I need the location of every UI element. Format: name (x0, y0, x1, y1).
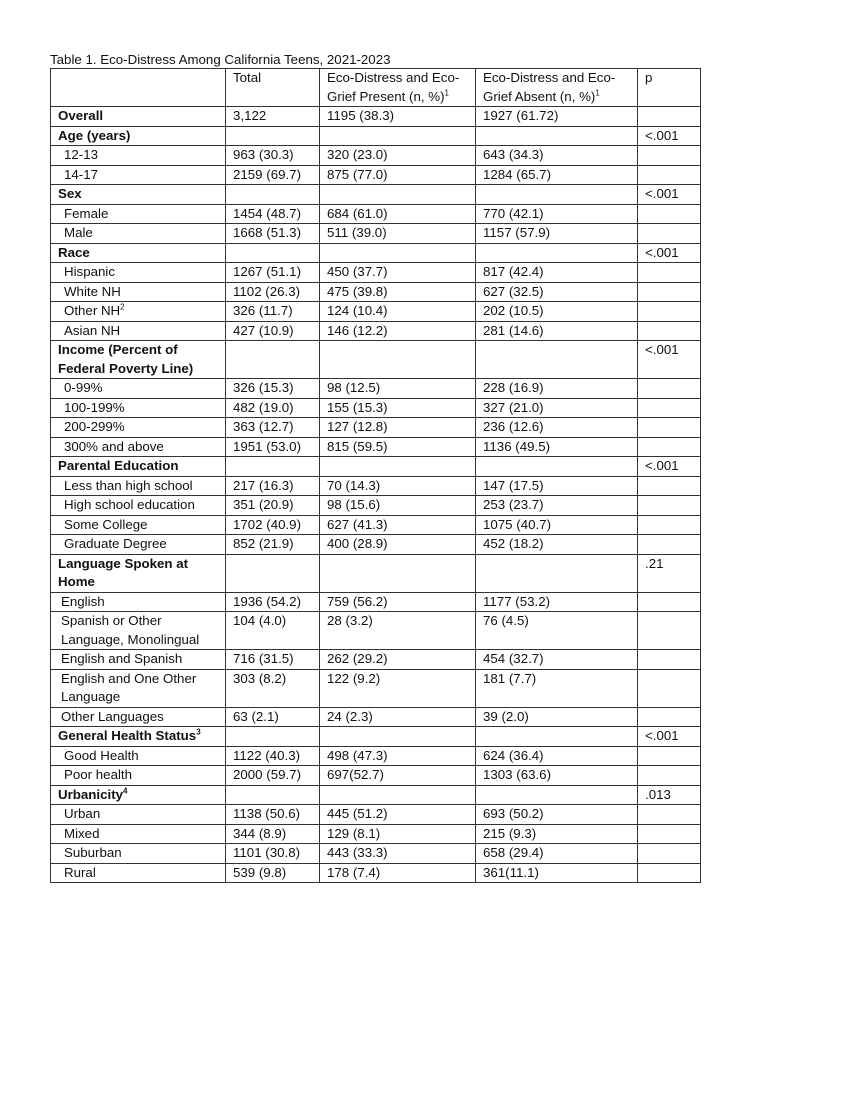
row-label (51, 554, 226, 592)
cell-absent: 627 (32.5) (476, 282, 638, 302)
cell-p-value: <.001 (638, 457, 701, 477)
table-row (51, 379, 701, 399)
header-absent-label: Eco-Distress and Eco-Grief Absent (n, %) (483, 70, 616, 104)
row-label-text: Age (years) (58, 127, 131, 143)
table-row (51, 418, 701, 438)
row-label (51, 746, 226, 766)
cell-present: 1195 (38.3) (320, 107, 476, 127)
cell-absent (476, 341, 638, 379)
cell-p-value (638, 146, 701, 166)
row-label (51, 863, 226, 883)
cell-absent: 202 (10.5) (476, 302, 638, 322)
row-label-text: Language Spoken at Home (58, 555, 189, 589)
row-label-text: English and One Other Language (61, 670, 197, 704)
cell-absent: 215 (9.3) (476, 824, 638, 844)
row-label-text: Urban (64, 806, 101, 821)
cell-p-value (638, 263, 701, 283)
cell-absent: 181 (7.7) (476, 669, 638, 707)
table-section-row (51, 785, 701, 805)
row-label-text: 12-13 (64, 147, 99, 162)
row-label-text: Asian NH (64, 322, 121, 338)
row-label-text: High school education (64, 497, 195, 512)
cell-total: 326 (15.3) (226, 379, 320, 399)
cell-total: 303 (8.2) (226, 669, 320, 707)
row-label-text: 14-17 (64, 166, 99, 182)
row-label-text: Mixed (64, 825, 100, 841)
header-empty-cell (51, 69, 226, 107)
cell-total: 1101 (30.8) (226, 844, 320, 864)
cell-absent (476, 457, 638, 477)
cell-p-value (638, 165, 701, 185)
cell-total: 1702 (40.9) (226, 515, 320, 535)
cell-total (226, 727, 320, 747)
cell-absent: 1927 (61.72) (476, 107, 638, 127)
cell-p-value (638, 398, 701, 418)
cell-total: 1102 (26.3) (226, 282, 320, 302)
row-label-text: Graduate Degree (64, 536, 167, 551)
row-label-text: White NH (64, 283, 121, 299)
row-label (51, 727, 226, 747)
cell-present (320, 727, 476, 747)
cell-total: 217 (16.3) (226, 476, 320, 496)
cell-present (320, 126, 476, 146)
table-row (51, 476, 701, 496)
cell-present: 146 (12.2) (320, 321, 476, 341)
row-label (51, 457, 226, 477)
row-label-text: Sex (58, 186, 82, 201)
cell-absent: 361(11.1) (476, 863, 638, 883)
cell-present: 475 (39.8) (320, 282, 476, 302)
row-label (51, 263, 226, 283)
row-label (51, 437, 226, 457)
cell-absent: 624 (36.4) (476, 746, 638, 766)
table-row (51, 496, 701, 516)
cell-present: 400 (28.9) (320, 535, 476, 555)
cell-present: 98 (12.5) (320, 379, 476, 399)
header-present (320, 69, 476, 107)
cell-total (226, 341, 320, 379)
table-row (51, 844, 701, 864)
cell-total: 326 (11.7) (226, 302, 320, 322)
row-label (51, 707, 226, 727)
cell-total: 963 (30.3) (226, 146, 320, 166)
cell-present: 70 (14.3) (320, 476, 476, 496)
row-label (51, 844, 226, 864)
row-label-text: Suburban (64, 845, 122, 860)
cell-absent: 253 (23.7) (476, 496, 638, 516)
table-section-row (51, 554, 701, 592)
cell-absent: 452 (18.2) (476, 535, 638, 555)
cell-p-value (638, 592, 701, 612)
cell-absent: 1157 (57.9) (476, 224, 638, 244)
cell-present: 450 (37.7) (320, 263, 476, 283)
footnote-marker: 4 (123, 786, 128, 796)
cell-total: 1138 (50.6) (226, 805, 320, 825)
cell-total: 1267 (51.1) (226, 263, 320, 283)
row-label (51, 535, 226, 555)
cell-p-value: .013 (638, 785, 701, 805)
row-label (51, 785, 226, 805)
cell-total (226, 185, 320, 205)
table-row (51, 437, 701, 457)
cell-total: 2000 (59.7) (226, 766, 320, 786)
table-row (51, 224, 701, 244)
cell-present: 498 (47.3) (320, 746, 476, 766)
footnote-marker: 1 (595, 88, 600, 98)
row-label (51, 302, 226, 322)
row-label-text: Spanish or Other Language, Monolingual (61, 613, 200, 647)
cell-total: 1936 (54.2) (226, 592, 320, 612)
cell-absent: 228 (16.9) (476, 379, 638, 399)
row-label-text: Other NH (64, 303, 121, 318)
cell-p-value: .21 (638, 554, 701, 592)
cell-total: 104 (4.0) (226, 612, 320, 650)
row-label (51, 824, 226, 844)
row-label (51, 612, 226, 650)
cell-p-value (638, 707, 701, 727)
row-label (51, 418, 226, 438)
cell-present: 511 (39.0) (320, 224, 476, 244)
cell-total: 363 (12.7) (226, 418, 320, 438)
cell-p-value (638, 302, 701, 322)
cell-p-value (638, 515, 701, 535)
row-label (51, 398, 226, 418)
cell-present (320, 243, 476, 263)
cell-total: 539 (9.8) (226, 863, 320, 883)
cell-total (226, 785, 320, 805)
table-section-row (51, 727, 701, 747)
cell-present: 759 (56.2) (320, 592, 476, 612)
row-label-text: 100-199% (64, 399, 125, 415)
table-row (51, 650, 701, 670)
table-row (51, 263, 701, 283)
cell-absent: 1177 (53.2) (476, 592, 638, 612)
table-row (51, 707, 701, 727)
cell-present: 684 (61.0) (320, 204, 476, 224)
table-row (51, 863, 701, 883)
cell-absent (476, 785, 638, 805)
header-present-label: Eco-Distress and Eco-Grief Present (n, %) (327, 70, 460, 104)
row-label (51, 476, 226, 496)
row-label (51, 766, 226, 786)
table-row (51, 165, 701, 185)
row-label (51, 185, 226, 205)
row-label (51, 669, 226, 707)
cell-present (320, 185, 476, 205)
cell-total (226, 243, 320, 263)
cell-p-value (638, 612, 701, 650)
cell-p-value (638, 107, 701, 127)
cell-p-value (638, 650, 701, 670)
cell-present: 98 (15.6) (320, 496, 476, 516)
cell-absent: 39 (2.0) (476, 707, 638, 727)
cell-p-value (638, 766, 701, 786)
row-label (51, 165, 226, 185)
cell-present: 24 (2.3) (320, 707, 476, 727)
cell-present: 178 (7.4) (320, 863, 476, 883)
cell-absent (476, 243, 638, 263)
eco-distress-table (50, 68, 701, 883)
row-label (51, 496, 226, 516)
cell-total: 852 (21.9) (226, 535, 320, 555)
cell-absent: 327 (21.0) (476, 398, 638, 418)
cell-absent: 76 (4.5) (476, 612, 638, 650)
cell-present: 124 (10.4) (320, 302, 476, 322)
table-row (51, 824, 701, 844)
cell-total: 2159 (69.7) (226, 165, 320, 185)
row-label-text: English and Spanish (61, 651, 183, 666)
cell-absent: 147 (17.5) (476, 476, 638, 496)
cell-present (320, 785, 476, 805)
row-label-text: Good Health (64, 747, 139, 763)
table-row (51, 535, 701, 555)
table-row (51, 746, 701, 766)
table-row (51, 321, 701, 341)
cell-total (226, 554, 320, 592)
row-label-text: English (61, 593, 105, 609)
row-label-text: Overall (58, 108, 104, 123)
cell-p-value: <.001 (638, 243, 701, 263)
cell-absent: 236 (12.6) (476, 418, 638, 438)
row-label-text: Race (58, 244, 90, 260)
row-label-text: 200-299% (64, 419, 125, 434)
table-header-row (51, 69, 701, 107)
cell-p-value (638, 746, 701, 766)
cell-total: 344 (8.9) (226, 824, 320, 844)
row-label (51, 650, 226, 670)
row-label (51, 204, 226, 224)
cell-present: 127 (12.8) (320, 418, 476, 438)
table-row (51, 302, 701, 322)
row-label-text: Some College (64, 516, 148, 532)
cell-p-value (638, 437, 701, 457)
table-section-row (51, 457, 701, 477)
row-label-text: Other Languages (61, 708, 164, 724)
cell-p-value (638, 282, 701, 302)
row-label-text: Urbanicity (58, 786, 124, 802)
cell-present (320, 554, 476, 592)
table-caption: Table 1. Eco-Distress Among California Teens, 2021-2023 (50, 52, 391, 67)
cell-absent: 643 (34.3) (476, 146, 638, 166)
cell-absent: 658 (29.4) (476, 844, 638, 864)
cell-absent (476, 126, 638, 146)
row-label (51, 243, 226, 263)
cell-p-value (638, 476, 701, 496)
row-label (51, 146, 226, 166)
table-row (51, 204, 701, 224)
cell-total: 716 (31.5) (226, 650, 320, 670)
cell-absent (476, 554, 638, 592)
cell-absent: 1075 (40.7) (476, 515, 638, 535)
cell-absent: 770 (42.1) (476, 204, 638, 224)
cell-p-value (638, 224, 701, 244)
row-label (51, 592, 226, 612)
cell-absent: 693 (50.2) (476, 805, 638, 825)
footnote-marker: 3 (196, 727, 201, 737)
cell-total: 1951 (53.0) (226, 437, 320, 457)
cell-present: 122 (9.2) (320, 669, 476, 707)
footnote-marker: 1 (444, 88, 449, 98)
row-label-text: 0-99% (64, 380, 103, 395)
cell-p-value: <.001 (638, 727, 701, 747)
cell-absent: 454 (32.7) (476, 650, 638, 670)
cell-present (320, 457, 476, 477)
row-label (51, 282, 226, 302)
cell-p-value: <.001 (638, 126, 701, 146)
cell-total: 427 (10.9) (226, 321, 320, 341)
row-label (51, 224, 226, 244)
row-label-text: Parental Education (58, 458, 179, 473)
row-label-text: Poor health (64, 767, 133, 782)
row-label (51, 341, 226, 379)
cell-p-value (638, 535, 701, 555)
table-section-row (51, 341, 701, 379)
cell-present: 155 (15.3) (320, 398, 476, 418)
cell-present: 627 (41.3) (320, 515, 476, 535)
cell-present: 443 (33.3) (320, 844, 476, 864)
header-total: Total (226, 69, 320, 107)
row-label-text: Rural (64, 864, 96, 880)
table-row (51, 592, 701, 612)
table-section-row (51, 243, 701, 263)
row-label-text: Male (64, 225, 93, 240)
table-section-row (51, 107, 701, 127)
row-label (51, 321, 226, 341)
table-row (51, 766, 701, 786)
cell-absent: 1284 (65.7) (476, 165, 638, 185)
cell-p-value (638, 805, 701, 825)
cell-p-value: <.001 (638, 341, 701, 379)
footnote-marker: 2 (120, 302, 125, 312)
cell-total (226, 457, 320, 477)
table-row (51, 612, 701, 650)
cell-p-value (638, 204, 701, 224)
cell-total: 351 (20.9) (226, 496, 320, 516)
cell-total: 1122 (40.3) (226, 746, 320, 766)
cell-present: 697(52.7) (320, 766, 476, 786)
cell-total: 63 (2.1) (226, 707, 320, 727)
cell-absent (476, 185, 638, 205)
table-row (51, 282, 701, 302)
row-label (51, 379, 226, 399)
row-label-text: Hispanic (64, 264, 115, 279)
row-label (51, 515, 226, 535)
header-absent (476, 69, 638, 107)
cell-p-value: <.001 (638, 185, 701, 205)
header-p: p (638, 69, 701, 107)
cell-total: 482 (19.0) (226, 398, 320, 418)
table-row (51, 398, 701, 418)
table-section-row (51, 126, 701, 146)
cell-total: 1668 (51.3) (226, 224, 320, 244)
cell-p-value (638, 863, 701, 883)
cell-total: 3,122 (226, 107, 320, 127)
row-label-text: Female (64, 205, 109, 221)
table-row (51, 146, 701, 166)
cell-p-value (638, 669, 701, 707)
cell-present: 28 (3.2) (320, 612, 476, 650)
row-label-text: General Health Status (58, 728, 197, 743)
table-row (51, 805, 701, 825)
row-label (51, 126, 226, 146)
row-label (51, 805, 226, 825)
cell-total: 1454 (48.7) (226, 204, 320, 224)
cell-p-value (638, 844, 701, 864)
cell-absent: 1136 (49.5) (476, 437, 638, 457)
table-section-row (51, 185, 701, 205)
cell-p-value (638, 418, 701, 438)
cell-absent (476, 727, 638, 747)
row-label-text: Income (Percent of Federal Poverty Line) (58, 342, 194, 376)
table-row (51, 515, 701, 535)
cell-absent: 281 (14.6) (476, 321, 638, 341)
cell-p-value (638, 321, 701, 341)
cell-present: 445 (51.2) (320, 805, 476, 825)
cell-present: 875 (77.0) (320, 165, 476, 185)
cell-present (320, 341, 476, 379)
row-label-text: 300% and above (64, 438, 164, 454)
cell-present: 129 (8.1) (320, 824, 476, 844)
cell-absent: 1303 (63.6) (476, 766, 638, 786)
cell-p-value (638, 379, 701, 399)
row-label-text: Less than high school (64, 477, 193, 493)
cell-total (226, 126, 320, 146)
cell-present: 320 (23.0) (320, 146, 476, 166)
cell-present: 815 (59.5) (320, 437, 476, 457)
table-row (51, 669, 701, 707)
row-label (51, 107, 226, 127)
cell-p-value (638, 496, 701, 516)
cell-present: 262 (29.2) (320, 650, 476, 670)
cell-absent: 817 (42.4) (476, 263, 638, 283)
cell-p-value (638, 824, 701, 844)
